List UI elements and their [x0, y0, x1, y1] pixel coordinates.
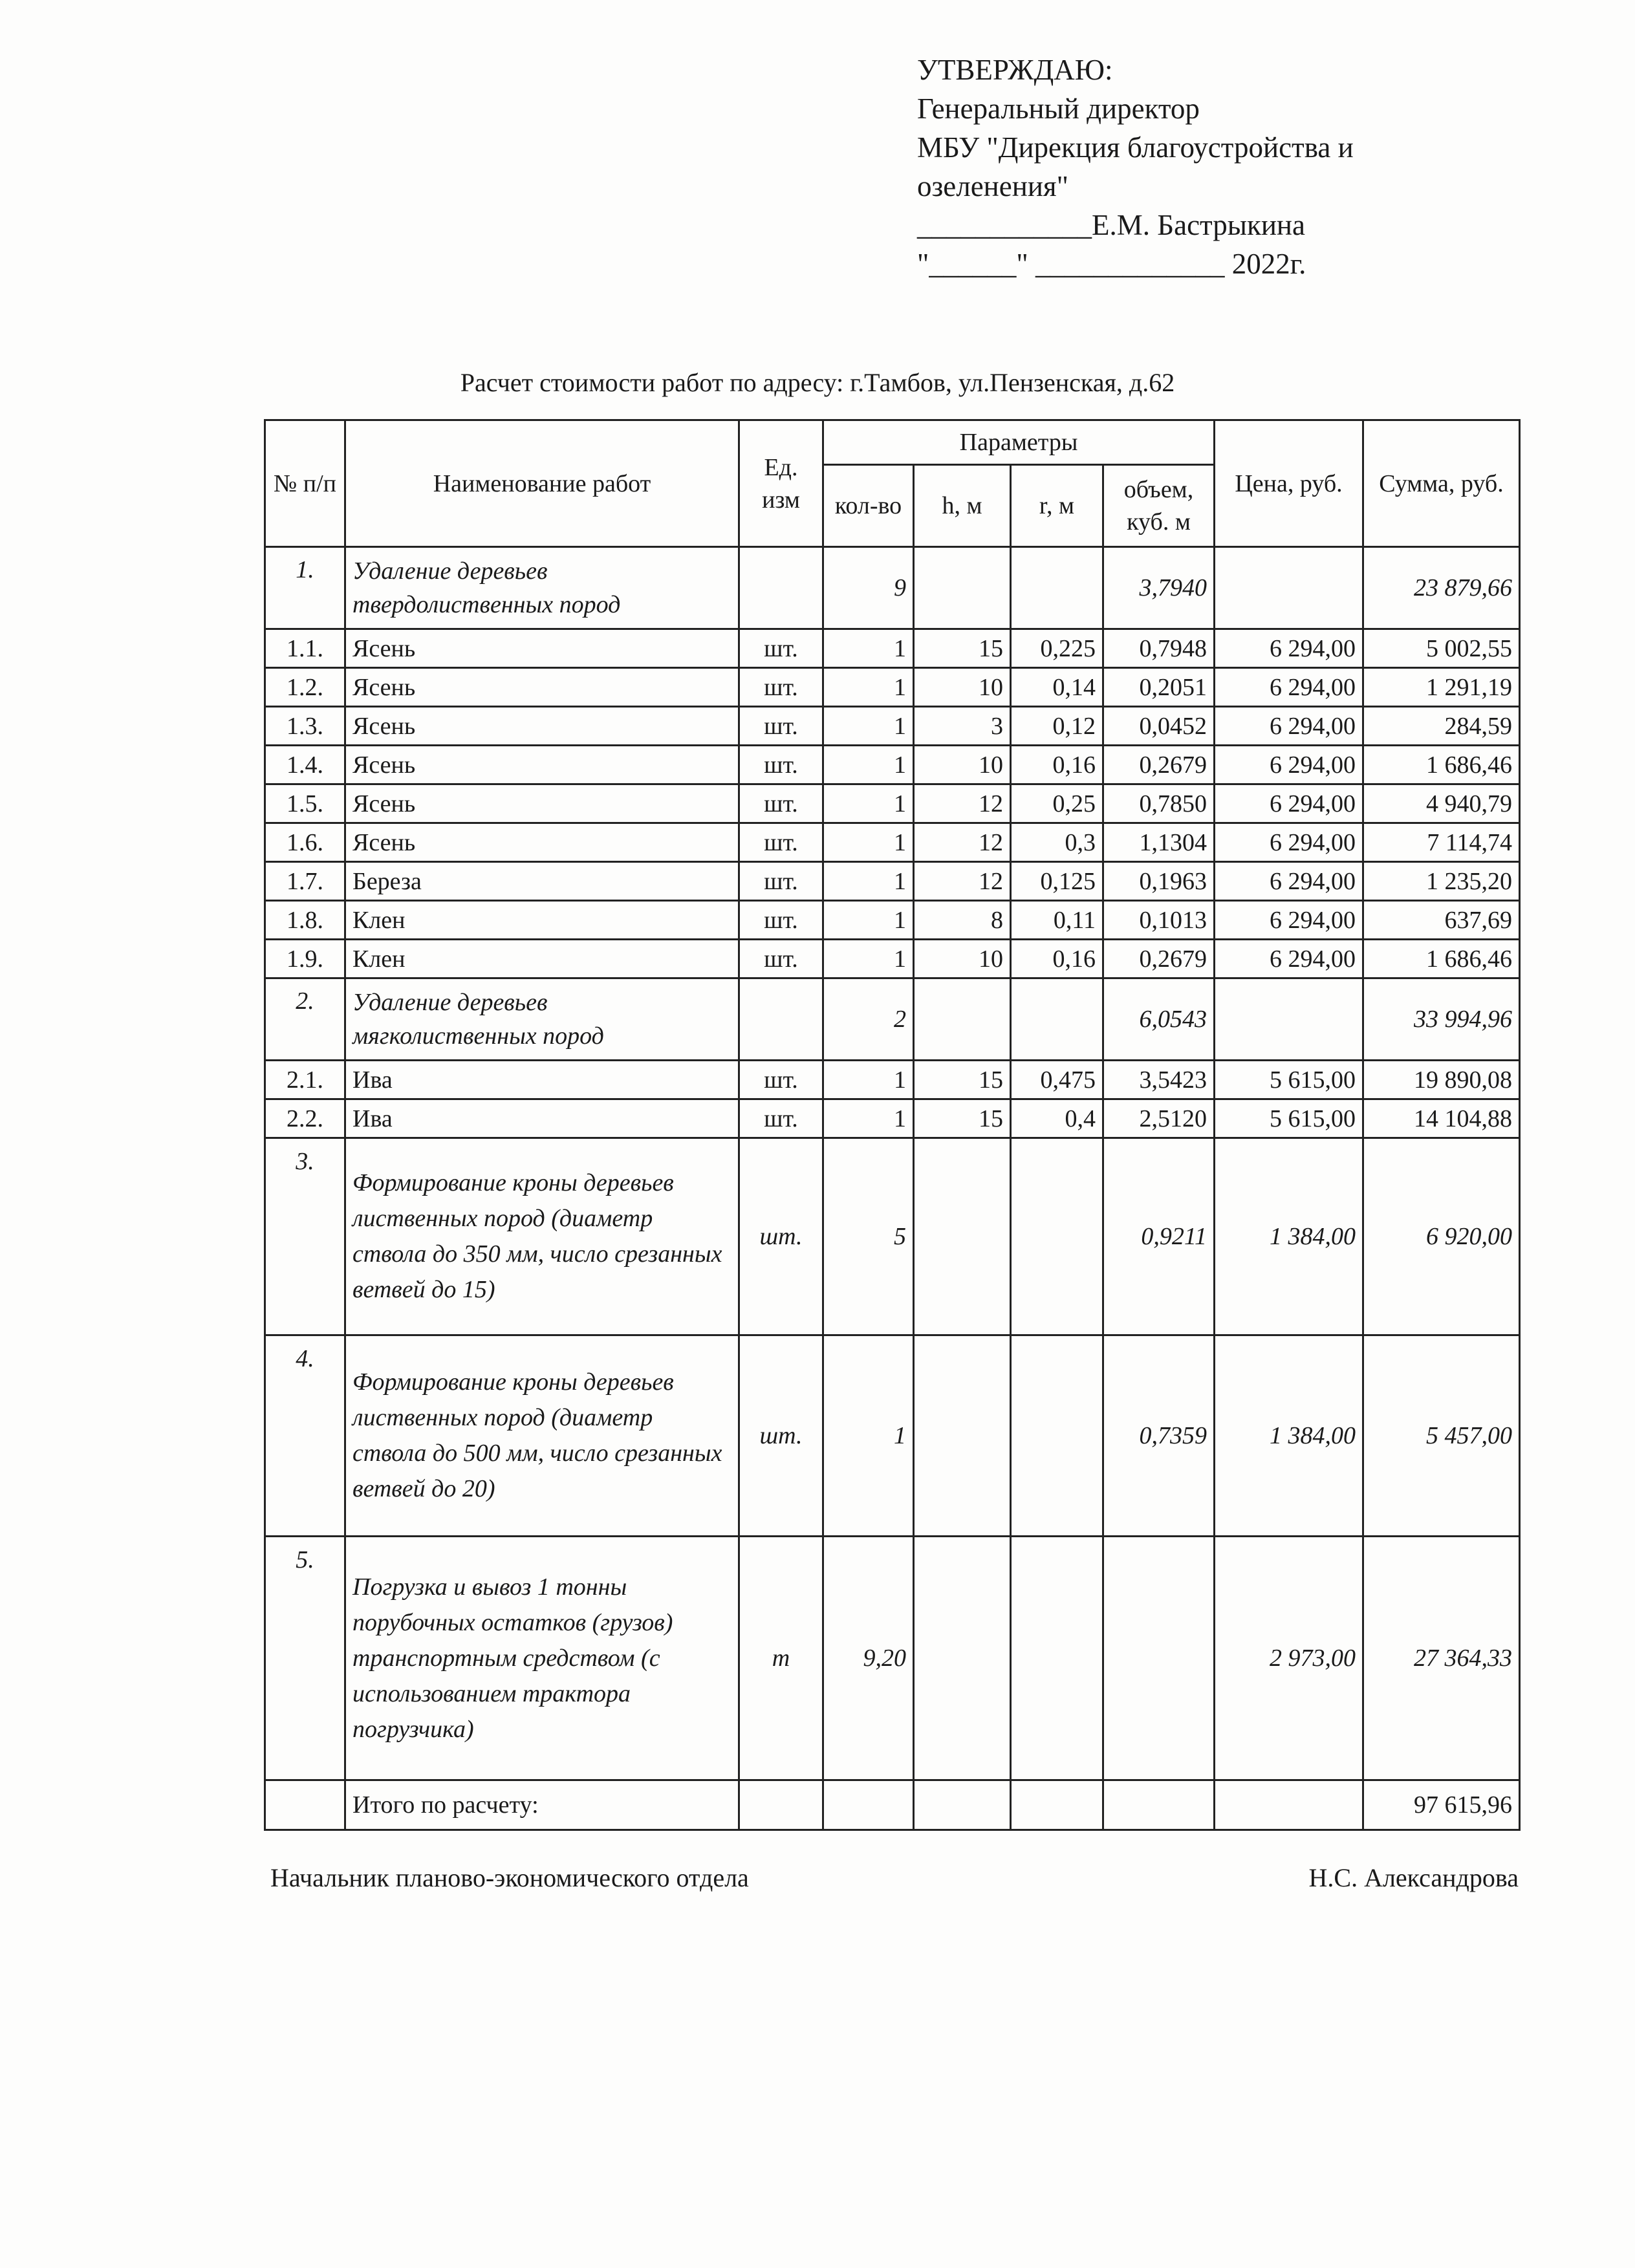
cell-h: 10	[914, 668, 1011, 707]
cell-r	[1011, 1138, 1103, 1335]
cell-h: 12	[914, 823, 1011, 862]
cell-volume: 6,0543	[1103, 978, 1215, 1061]
table-row	[265, 629, 1520, 668]
approval-heading: УТВЕРЖДАЮ:	[917, 54, 1113, 86]
total-unit-cell	[739, 1780, 823, 1830]
cell-name: Формирование кроны деревьев лиственных пород (диаметр ствола до 500 мм, число срезанных ветвей до 20)	[345, 1335, 739, 1537]
cell-qty: 1	[823, 901, 914, 940]
cell-name: Ясень	[345, 746, 739, 784]
cell-r: 0,25	[1011, 784, 1103, 823]
cell-r: 0,4	[1011, 1099, 1103, 1138]
cell-sum: 637,69	[1363, 901, 1520, 940]
cell-h	[914, 1537, 1011, 1780]
cell-unit: шт.	[739, 668, 823, 707]
cell-h	[914, 978, 1011, 1061]
cell-h: 15	[914, 629, 1011, 668]
cell-num: 5.	[265, 1537, 345, 1780]
header-h: h, м	[914, 465, 1011, 547]
cell-h	[914, 547, 1011, 629]
cell-sum: 27 364,33	[1363, 1537, 1520, 1780]
cell-r: 0,16	[1011, 940, 1103, 978]
cell-price	[1215, 978, 1363, 1061]
cell-volume: 0,7850	[1103, 784, 1215, 823]
cell-volume: 0,7948	[1103, 629, 1215, 668]
cell-h: 3	[914, 707, 1011, 746]
cell-name: Клен	[345, 901, 739, 940]
approval-org-line1: МБУ "Дирекция благоустройства и	[917, 131, 1354, 164]
cost-table	[264, 419, 1521, 1831]
cell-price: 2 973,00	[1215, 1537, 1363, 1780]
cell-price	[1215, 547, 1363, 629]
cell-name: Погрузка и вывоз 1 тонны порубочных остатков (грузов) транспортным средством (с использованием трактора погрузчика)	[345, 1537, 739, 1780]
approval-block	[917, 50, 1564, 283]
cell-num: 1.7.	[265, 862, 345, 901]
cell-num: 1.8.	[265, 901, 345, 940]
cell-num: 2.1.	[265, 1061, 345, 1099]
cell-unit: т	[739, 1537, 823, 1780]
header-qty: кол-во	[823, 465, 914, 547]
cell-qty: 1	[823, 629, 914, 668]
header-num: № п/п	[265, 420, 345, 547]
cell-qty: 1	[823, 668, 914, 707]
cell-sum: 7 114,74	[1363, 823, 1520, 862]
cell-sum: 5 457,00	[1363, 1335, 1520, 1537]
cell-num: 1.6.	[265, 823, 345, 862]
cell-volume: 1,1304	[1103, 823, 1215, 862]
cell-r: 0,16	[1011, 746, 1103, 784]
cell-price: 6 294,00	[1215, 707, 1363, 746]
approval-position: Генеральный директор	[917, 92, 1200, 125]
cell-unit: шт.	[739, 784, 823, 823]
cell-h: 8	[914, 901, 1011, 940]
cell-unit: шт.	[739, 940, 823, 978]
cell-qty: 1	[823, 1061, 914, 1099]
cell-name: Клен	[345, 940, 739, 978]
cell-price: 1 384,00	[1215, 1138, 1363, 1335]
total-r-cell	[1011, 1780, 1103, 1830]
cell-num: 1.5.	[265, 784, 345, 823]
cell-price: 6 294,00	[1215, 668, 1363, 707]
table-row	[265, 862, 1520, 901]
cell-r: 0,125	[1011, 862, 1103, 901]
cell-volume: 0,1963	[1103, 862, 1215, 901]
cell-name: Ясень	[345, 668, 739, 707]
cell-name: Ясень	[345, 823, 739, 862]
cell-name: Ива	[345, 1099, 739, 1138]
cell-h: 10	[914, 940, 1011, 978]
header-name: Наименование работ	[345, 420, 739, 547]
cell-num: 1.3.	[265, 707, 345, 746]
cell-sum: 1 235,20	[1363, 862, 1520, 901]
table-row	[265, 746, 1520, 784]
total-sum: 97 615,96	[1363, 1780, 1520, 1830]
cell-name: Ясень	[345, 707, 739, 746]
cell-unit: шт.	[739, 1138, 823, 1335]
cell-volume: 0,2051	[1103, 668, 1215, 707]
cell-h: 12	[914, 862, 1011, 901]
cell-unit: шт.	[739, 1335, 823, 1537]
table-row	[265, 707, 1520, 746]
cell-qty: 1	[823, 862, 914, 901]
cell-h: 12	[914, 784, 1011, 823]
cell-volume: 0,2679	[1103, 746, 1215, 784]
cell-volume: 3,7940	[1103, 547, 1215, 629]
cell-name: Ива	[345, 1061, 739, 1099]
table-row	[265, 940, 1520, 978]
cell-name: Удаление деревьев твердолиственных пород	[345, 547, 739, 629]
cell-unit: шт.	[739, 1061, 823, 1099]
cell-unit: шт.	[739, 707, 823, 746]
cell-unit: шт.	[739, 862, 823, 901]
table-row	[265, 823, 1520, 862]
footer-signer: Н.С. Александрова	[1308, 1863, 1519, 1892]
footer-position: Начальник планово-экономического отдела	[270, 1863, 749, 1892]
cell-sum: 6 920,00	[1363, 1138, 1520, 1335]
cell-volume: 0,7359	[1103, 1335, 1215, 1537]
cell-qty: 1	[823, 746, 914, 784]
cell-volume: 0,1013	[1103, 901, 1215, 940]
cell-unit: шт.	[739, 629, 823, 668]
cell-volume: 0,0452	[1103, 707, 1215, 746]
table-row	[265, 547, 1520, 629]
cell-qty: 1	[823, 1099, 914, 1138]
cell-name: Ясень	[345, 629, 739, 668]
cell-qty: 9,20	[823, 1537, 914, 1780]
cell-num: 2.2.	[265, 1099, 345, 1138]
cell-sum: 1 686,46	[1363, 746, 1520, 784]
cell-qty: 1	[823, 940, 914, 978]
table-row	[265, 1537, 1520, 1780]
cell-qty: 5	[823, 1138, 914, 1335]
cell-unit	[739, 978, 823, 1061]
cell-h: 10	[914, 746, 1011, 784]
cell-volume: 3,5423	[1103, 1061, 1215, 1099]
cell-qty: 9	[823, 547, 914, 629]
cell-h: 15	[914, 1099, 1011, 1138]
approval-date-line: "______" _____________ 2022г.	[917, 248, 1306, 280]
cell-r: 0,12	[1011, 707, 1103, 746]
approval-signature-line: ____________Е.М. Бастрыкина	[917, 209, 1305, 241]
cell-volume: 0,2679	[1103, 940, 1215, 978]
table-row	[265, 1335, 1520, 1537]
cell-price: 6 294,00	[1215, 629, 1363, 668]
header-r: r, м	[1011, 465, 1103, 547]
cell-sum: 5 002,55	[1363, 629, 1520, 668]
cell-r: 0,3	[1011, 823, 1103, 862]
cell-price: 6 294,00	[1215, 746, 1363, 784]
cell-unit: шт.	[739, 901, 823, 940]
cell-h	[914, 1335, 1011, 1537]
header-volume: объем, куб. м	[1103, 465, 1215, 547]
cell-volume: 2,5120	[1103, 1099, 1215, 1138]
cell-price: 6 294,00	[1215, 784, 1363, 823]
cell-r: 0,14	[1011, 668, 1103, 707]
table-row	[265, 1061, 1520, 1099]
cell-num: 3.	[265, 1138, 345, 1335]
cell-unit: шт.	[739, 746, 823, 784]
cell-h: 15	[914, 1061, 1011, 1099]
cell-price: 6 294,00	[1215, 940, 1363, 978]
cell-volume	[1103, 1537, 1215, 1780]
total-label: Итого по расчету:	[345, 1780, 739, 1830]
cell-sum: 1 291,19	[1363, 668, 1520, 707]
table-row	[265, 901, 1520, 940]
cell-r	[1011, 547, 1103, 629]
cell-r	[1011, 1537, 1103, 1780]
approval-org-line2: озеленения"	[917, 170, 1068, 202]
total-qty-cell	[823, 1780, 914, 1830]
cell-num: 1.	[265, 547, 345, 629]
cell-r	[1011, 978, 1103, 1061]
cell-sum: 19 890,08	[1363, 1061, 1520, 1099]
table-row	[265, 784, 1520, 823]
cell-price: 6 294,00	[1215, 862, 1363, 901]
cell-qty: 1	[823, 784, 914, 823]
cell-price: 5 615,00	[1215, 1099, 1363, 1138]
cell-sum: 1 686,46	[1363, 940, 1520, 978]
cell-num: 1.2.	[265, 668, 345, 707]
cell-price: 6 294,00	[1215, 901, 1363, 940]
cell-qty: 2	[823, 978, 914, 1061]
total-h-cell	[914, 1780, 1011, 1830]
cell-name: Ясень	[345, 784, 739, 823]
document-title: Расчет стоимости работ по адресу: г.Тамбов, ул.Пензенская, д.62	[460, 368, 1175, 397]
header-unit: Ед. изм	[739, 420, 823, 547]
cell-sum: 33 994,96	[1363, 978, 1520, 1061]
cell-unit	[739, 547, 823, 629]
cell-unit: шт.	[739, 823, 823, 862]
total-num-cell	[265, 1780, 345, 1830]
total-volume-cell	[1103, 1780, 1215, 1830]
total-price-cell	[1215, 1780, 1363, 1830]
cell-qty: 1	[823, 707, 914, 746]
cell-name: Береза	[345, 862, 739, 901]
cell-price: 5 615,00	[1215, 1061, 1363, 1099]
cell-price: 1 384,00	[1215, 1335, 1363, 1537]
cell-sum: 4 940,79	[1363, 784, 1520, 823]
table-row	[265, 1099, 1520, 1138]
cell-num: 2.	[265, 978, 345, 1061]
total-row	[265, 1780, 1520, 1830]
cell-name: Формирование кроны деревьев лиственных пород (диаметр ствола до 350 мм, число срезанных ветвей до 15)	[345, 1138, 739, 1335]
cell-price: 6 294,00	[1215, 823, 1363, 862]
header-price: Цена, руб.	[1215, 420, 1363, 547]
cell-r: 0,225	[1011, 629, 1103, 668]
header-sum: Сумма, руб.	[1363, 420, 1520, 547]
cell-sum: 284,59	[1363, 707, 1520, 746]
cell-num: 1.9.	[265, 940, 345, 978]
cell-h	[914, 1138, 1011, 1335]
cell-volume: 0,9211	[1103, 1138, 1215, 1335]
cell-sum: 14 104,88	[1363, 1099, 1520, 1138]
cell-num: 1.1.	[265, 629, 345, 668]
table-row	[265, 1138, 1520, 1335]
header-params: Параметры	[823, 420, 1215, 465]
cell-sum: 23 879,66	[1363, 547, 1520, 629]
cell-qty: 1	[823, 1335, 914, 1537]
table-row	[265, 668, 1520, 707]
table-row	[265, 978, 1520, 1061]
cell-r	[1011, 1335, 1103, 1537]
cell-num: 4.	[265, 1335, 345, 1537]
cell-unit: шт.	[739, 1099, 823, 1138]
cell-num: 1.4.	[265, 746, 345, 784]
cell-r: 0,475	[1011, 1061, 1103, 1099]
cell-name: Удаление деревьев мягколиственных пород	[345, 978, 739, 1061]
cell-r: 0,11	[1011, 901, 1103, 940]
table-body	[265, 547, 1520, 1780]
cell-qty: 1	[823, 823, 914, 862]
